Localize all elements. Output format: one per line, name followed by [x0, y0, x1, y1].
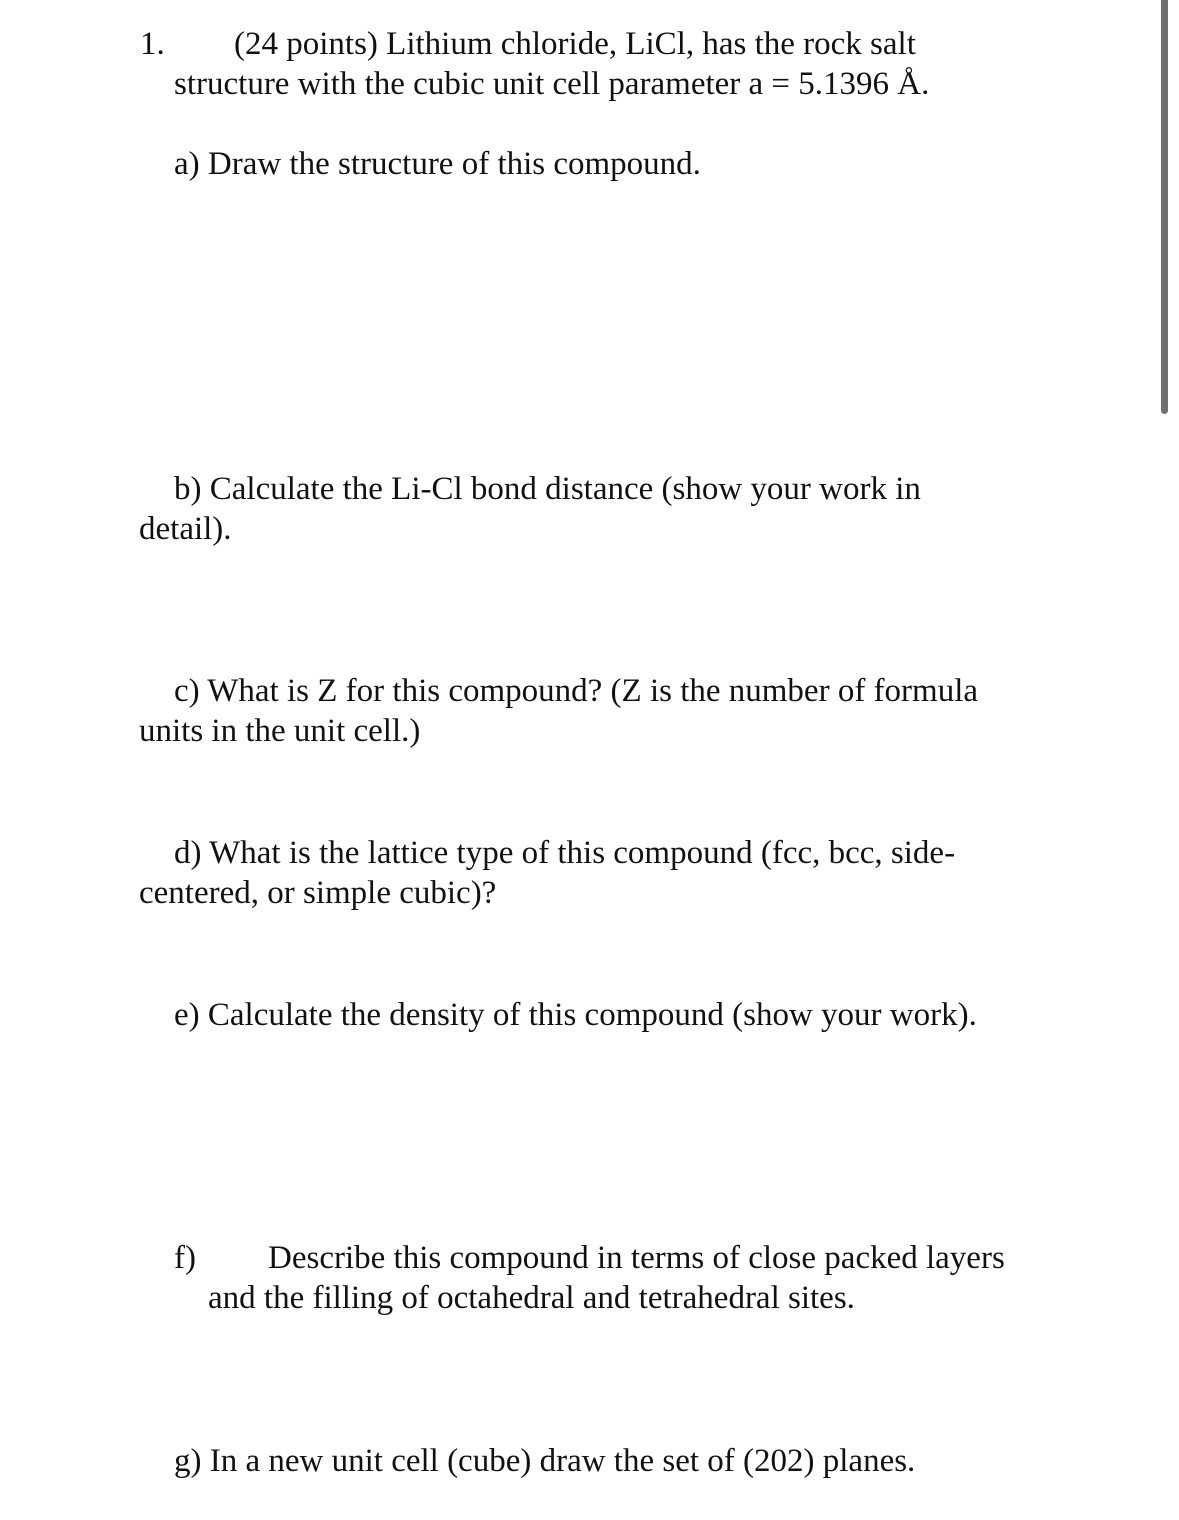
- vertical-scrollbar[interactable]: [1161, 0, 1168, 414]
- part-c-line1: c) What is Z for this compound? (Z is the number of formula: [174, 673, 979, 709]
- part-f-line2: and the filling of octahedral and tetrahedral sites.: [208, 1280, 855, 1316]
- part-b-line2: detail).: [139, 511, 232, 547]
- part-a: a) Draw the structure of this compound.: [174, 146, 701, 182]
- part-f-line1: Describe this compound in terms of close packed layers: [268, 1240, 1005, 1276]
- part-d-line1: d) What is the lattice type of this compound (fcc, bcc, side-: [174, 835, 956, 871]
- part-b-line1: b) Calculate the Li-Cl bond distance (show your work in: [174, 471, 921, 507]
- part-d-line2: centered, or simple cubic)?: [139, 875, 497, 911]
- question-intro-line2: structure with the cubic unit cell parameter a = 5.1396 Å.: [174, 66, 930, 102]
- part-g: g) In a new unit cell (cube) draw the set of (202) planes.: [174, 1443, 916, 1479]
- part-f-label: f): [174, 1240, 196, 1276]
- question-number: 1.: [140, 26, 165, 62]
- part-c-line2: units in the unit cell.): [139, 713, 421, 749]
- question-intro-line1: (24 points) Lithium chloride, LiCl, has the rock salt: [234, 26, 916, 62]
- part-e: e) Calculate the density of this compound (show your work).: [174, 997, 977, 1033]
